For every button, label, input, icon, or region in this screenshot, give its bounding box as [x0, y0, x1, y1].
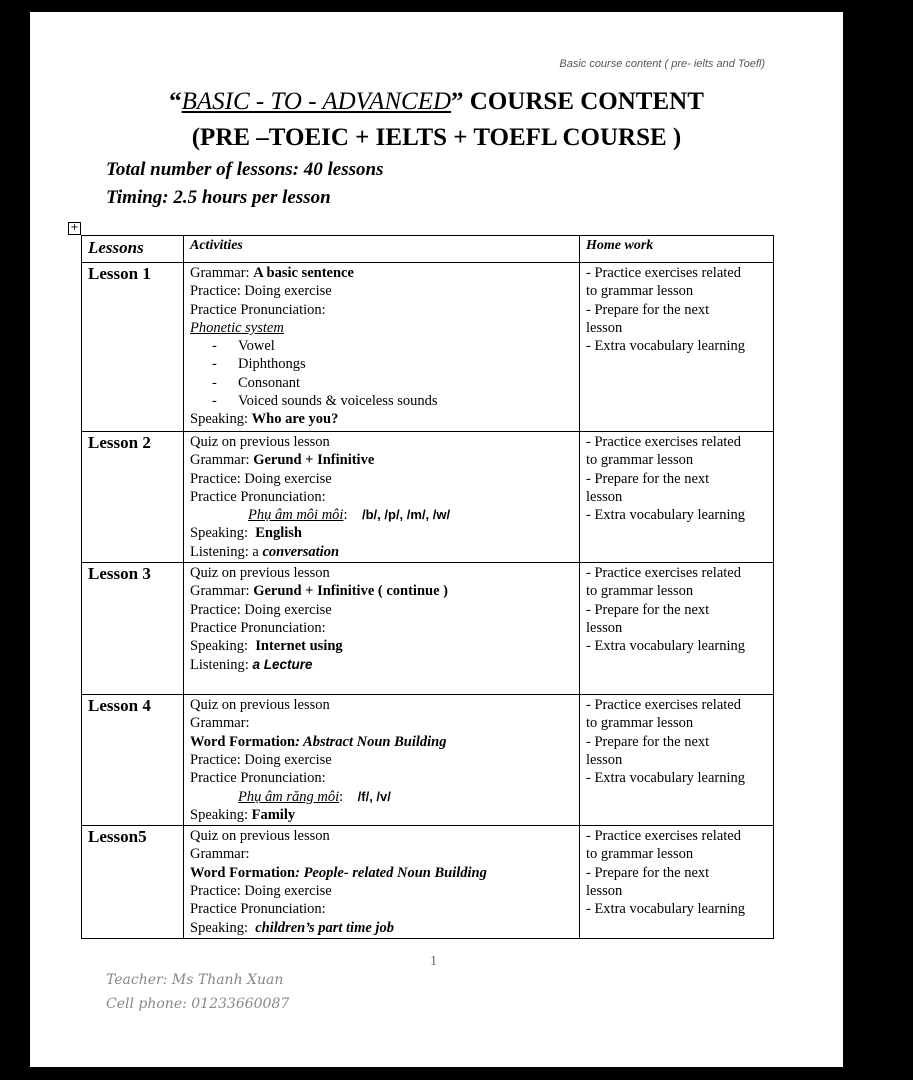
header-note: Basic course content ( pre- ielts and Toefl)	[559, 58, 765, 70]
lesson-name: Lesson 2	[82, 432, 184, 563]
activity-pronunciation: Practice Pronunciation:	[190, 619, 326, 636]
sound-label: Phụ âm răng môi	[238, 788, 340, 805]
bullet-text: Vowel	[238, 338, 275, 355]
speaking-value: Internet using	[255, 638, 343, 655]
grammar-label: Grammar:	[190, 265, 254, 281]
listening-value: conversation	[262, 543, 340, 560]
activity-listening	[190, 656, 573, 674]
activity-pronunciation: Practice Pronunciation:	[190, 770, 326, 787]
homework-line: lesson	[586, 883, 623, 900]
activity-quiz: Quiz on previous lesson	[190, 697, 330, 714]
homework-line: - Prepare for the next	[586, 301, 710, 318]
homework-line: - Extra vocabulary learning	[586, 638, 746, 655]
title-underlined: BASIC - TO - ADVANCED	[181, 88, 452, 115]
activity-grammar	[190, 582, 573, 600]
activity-practice: Practice: Doing exercise	[190, 470, 332, 487]
homework-line: - Extra vocabulary learning	[586, 338, 746, 355]
homework-line: - Practice exercises related	[586, 828, 741, 845]
activity-sounds	[190, 788, 573, 806]
homework-line: to grammar lesson	[586, 715, 694, 732]
lesson-activities	[184, 826, 580, 939]
word-formation-value: : People- related Noun Building	[295, 864, 487, 881]
activity-quiz: Quiz on previous lesson	[190, 434, 330, 450]
word-formation-label: Word Formation	[190, 864, 296, 881]
speaking-label: Speaking:	[190, 638, 256, 655]
speaking-value: children’s part time job	[255, 919, 394, 936]
speaking-label: Speaking:	[190, 806, 252, 823]
activity-word-formation	[190, 733, 573, 751]
lesson-homework	[580, 432, 774, 563]
homework-line: to grammar lesson	[586, 283, 694, 300]
homework-line: - Prepare for the next	[586, 601, 710, 618]
bullet-text: Voiced sounds & voiceless sounds	[238, 393, 438, 410]
course-subtitle: (PRE –TOEIC + IELTS + TOEFL COURSE )	[191, 124, 682, 151]
homework-line: to grammar lesson	[586, 583, 694, 600]
title-open-quote: “	[169, 88, 182, 115]
activity-pronunciation: Practice Pronunciation:	[190, 488, 326, 505]
lesson-activities	[184, 263, 580, 432]
activity-practice: Practice: Doing exercise	[190, 601, 332, 618]
lesson-name: Lesson 3	[82, 563, 184, 695]
header-activities: Activities	[184, 236, 580, 263]
lesson-homework	[580, 263, 774, 432]
lesson-homework	[580, 826, 774, 939]
list-item: - Diphthongs	[212, 356, 306, 373]
lesson-homework	[580, 695, 774, 826]
activity-practice: Practice: Doing exercise	[190, 883, 332, 900]
sound-colon: :	[343, 507, 362, 524]
lesson-activities	[184, 695, 580, 826]
table-row	[82, 563, 774, 695]
lesson-homework	[580, 563, 774, 695]
homework-line: to grammar lesson	[586, 452, 694, 469]
list-item: - Voiced sounds & voiceless sounds	[212, 393, 438, 410]
table-row	[82, 826, 774, 939]
lesson-name: Lesson 4	[82, 695, 184, 826]
table-row	[82, 263, 774, 432]
speaking-label: Speaking:	[190, 411, 252, 428]
grammar-value: A basic sentence	[253, 265, 354, 281]
listening-label: Listening: a	[190, 543, 263, 560]
activity-pronunciation: Practice Pronunciation:	[190, 901, 326, 918]
homework-line: - Practice exercises related	[586, 434, 741, 450]
grammar-label: Grammar:	[190, 583, 254, 600]
listening-value: a Lecture	[252, 656, 313, 672]
activity-quiz: Quiz on previous lesson	[190, 828, 330, 845]
activity-sounds	[190, 506, 573, 524]
homework-line: to grammar lesson	[586, 846, 694, 863]
header-lessons: Lessons	[82, 236, 184, 263]
footer-phone: Cell phone: 01233660087	[106, 996, 290, 1012]
table-row	[82, 432, 774, 563]
homework-line: lesson	[586, 619, 623, 636]
homework-line: - Prepare for the next	[586, 864, 710, 881]
activity-word-formation	[190, 864, 573, 882]
lesson-name: Lesson5	[82, 826, 184, 939]
homework-line: lesson	[586, 751, 623, 768]
speaking-value: Who are you?	[251, 411, 339, 428]
bullet-text: Diphthongs	[238, 356, 306, 373]
homework-line: - Practice exercises related	[586, 697, 741, 714]
homework-line: - Extra vocabulary learning	[586, 770, 746, 787]
lesson-activities	[184, 432, 580, 563]
activity-practice: Practice: Doing exercise	[190, 751, 332, 768]
lesson-name: Lesson 1	[82, 263, 184, 432]
bullet-text: Consonant	[238, 374, 301, 391]
homework-line: - Extra vocabulary learning	[586, 507, 746, 524]
activity-listening	[190, 543, 573, 561]
activity-grammar	[190, 451, 573, 469]
sound-colon: :	[339, 788, 358, 805]
speaking-value: Family	[251, 806, 296, 823]
title-rest: ” COURSE CONTENT	[451, 88, 704, 115]
activity-pronunciation: Practice Pronunciation:	[190, 301, 326, 318]
page-number: 1	[430, 954, 437, 969]
grammar-value: Gerund + Infinitive ( continue )	[253, 583, 448, 600]
table-row	[82, 695, 774, 826]
table-header-row	[82, 236, 774, 263]
activity-speaking	[190, 919, 573, 937]
sound-label: Phụ âm môi môi	[248, 507, 344, 524]
homework-line: lesson	[586, 319, 623, 336]
word-formation-label: Word Formation	[190, 733, 296, 750]
homework-line: - Extra vocabulary learning	[586, 901, 746, 918]
activity-grammar: Grammar:	[190, 846, 250, 863]
activity-grammar: Grammar:	[190, 715, 250, 732]
grammar-label: Grammar:	[190, 452, 254, 469]
table-move-handle-icon[interactable]: +	[68, 222, 81, 235]
phonetic-system: Phonetic system	[190, 319, 284, 336]
homework-line: - Prepare for the next	[586, 733, 710, 750]
timing: Timing: 2.5 hours per lesson	[106, 187, 331, 208]
list-item: - Vowel	[212, 338, 275, 355]
document-page	[30, 12, 843, 1067]
homework-line: lesson	[586, 488, 623, 505]
activity-grammar	[190, 264, 573, 282]
activity-speaking	[190, 524, 573, 542]
header-homework: Home work	[580, 236, 774, 263]
speaking-value: English	[255, 525, 302, 542]
sound-value: /f/, /v/	[357, 788, 391, 804]
listening-label: Listening:	[190, 656, 253, 673]
homework-line: - Practice exercises related	[586, 265, 741, 281]
activity-speaking	[190, 410, 573, 428]
lesson-activities	[184, 563, 580, 695]
homework-line: - Practice exercises related	[586, 565, 741, 582]
activity-speaking	[190, 806, 573, 824]
course-title	[30, 88, 843, 116]
lesson-table	[81, 235, 774, 939]
grammar-value: Gerund + Infinitive	[253, 452, 375, 469]
total-lessons: Total number of lessons: 40 lessons	[106, 159, 384, 180]
activity-speaking	[190, 637, 573, 655]
speaking-label: Speaking:	[190, 525, 256, 542]
activity-quiz: Quiz on previous lesson	[190, 565, 330, 582]
activity-practice: Practice: Doing exercise	[190, 283, 332, 300]
homework-line: - Prepare for the next	[586, 470, 710, 487]
sound-value: /b/, /p/, /m/, /w/	[362, 507, 451, 523]
speaking-label: Speaking:	[190, 919, 256, 936]
list-item: - Consonant	[212, 374, 301, 391]
word-formation-value: : Abstract Noun Building	[295, 733, 447, 750]
footer-teacher: Teacher: Ms Thanh Xuan	[106, 972, 284, 988]
